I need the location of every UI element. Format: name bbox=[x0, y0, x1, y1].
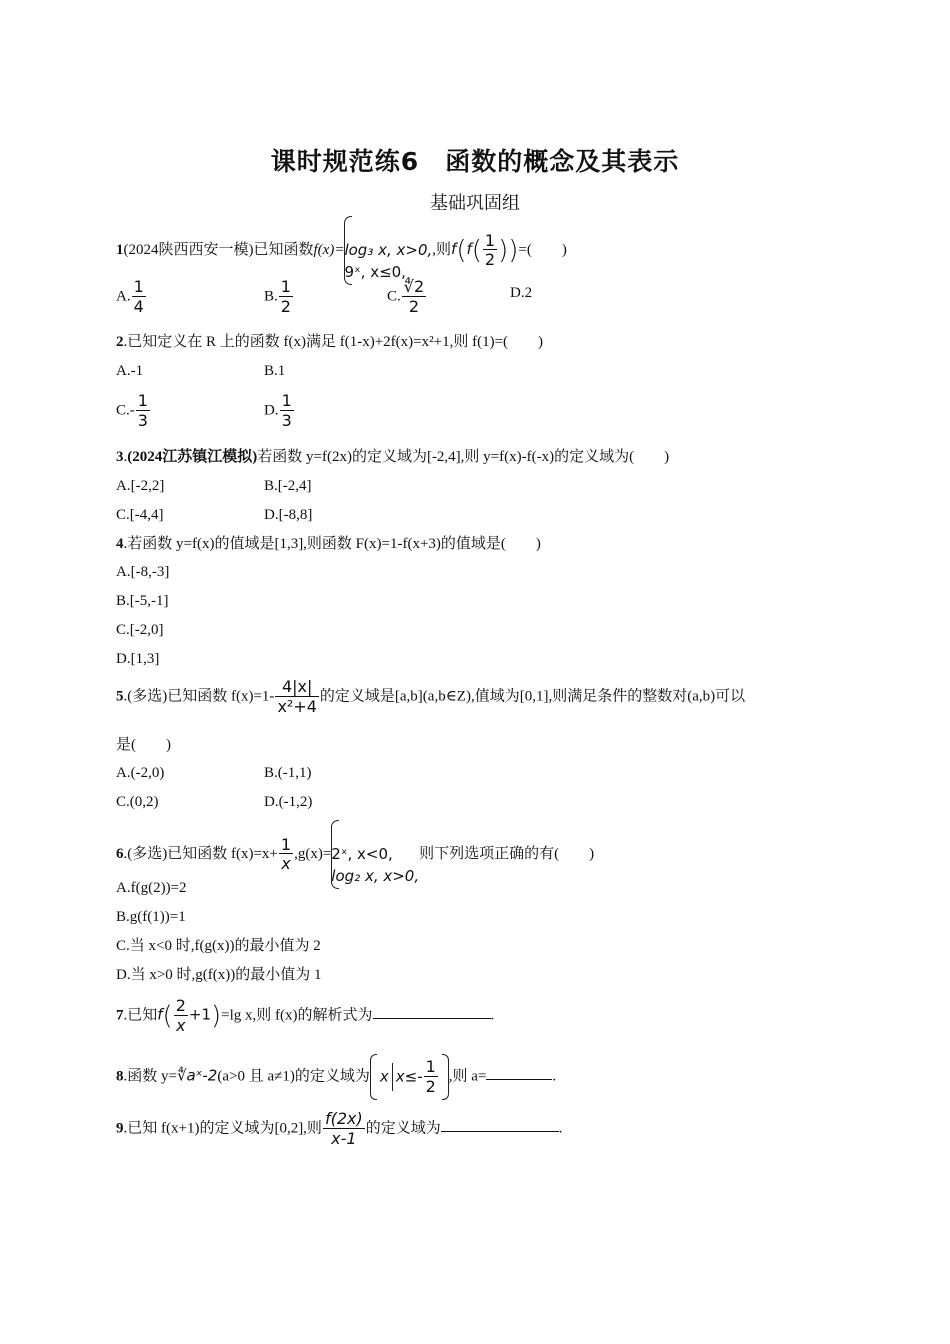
option-a: A.[-2,2] bbox=[116, 478, 165, 494]
outer-function: f bbox=[451, 240, 457, 259]
option-d: D.2 bbox=[510, 285, 533, 301]
fraction: $\frac{1}{2}$ bbox=[425, 1057, 436, 1096]
piecewise-case-2: log₂ x, x>0, bbox=[331, 866, 420, 885]
piecewise-function bbox=[344, 218, 432, 283]
question-number: 3 bbox=[116, 449, 124, 465]
piecewise-case-2: 9ˣ, x≤0, bbox=[344, 262, 406, 281]
fraction: $\frac{f(2x)}{x-1}$ bbox=[324, 1109, 363, 1148]
option-c: C.当 x<0 时,f(g(x))的最小值为 2 bbox=[116, 938, 321, 954]
question-number: 5 bbox=[116, 688, 124, 705]
question-text: 则下列选项正确的有( ) bbox=[419, 846, 595, 863]
page-title: 课时规范练6 函数的概念及其表示 bbox=[270, 147, 680, 176]
option-c: C.[-4,4] bbox=[116, 507, 164, 523]
answer-blank[interactable] bbox=[373, 1018, 491, 1019]
question-text: .已知 f(x+1)的定义域为[0,2],则 bbox=[123, 1120, 322, 1137]
question-5-cont: 是( ) bbox=[116, 737, 171, 753]
function-name: f(x)= bbox=[313, 242, 345, 259]
question-source: (2024陕西西安一模) bbox=[123, 242, 254, 259]
radical-expression: ∜aˣ-2 bbox=[176, 1066, 218, 1085]
question-source: (2024江苏镇江模拟) bbox=[127, 449, 258, 465]
fraction: $\frac{1}{3}$ bbox=[281, 391, 292, 430]
option-d: D.当 x>0 时,g(f(x))的最小值为 1 bbox=[116, 967, 322, 983]
question-number: 1 bbox=[116, 242, 124, 259]
option-c: C.(0,2) bbox=[116, 794, 159, 810]
fraction: $\frac{1}{4}$ bbox=[133, 277, 144, 316]
question-text: 已知函数 bbox=[253, 242, 314, 259]
option-d: D.[1,3] bbox=[116, 651, 160, 667]
option-a: A. $\frac{1}{4}$ bbox=[116, 277, 144, 316]
option-c: C.[-2,0] bbox=[116, 622, 164, 638]
option-b: B.1 bbox=[264, 363, 286, 379]
inner-function: f bbox=[466, 240, 472, 259]
outer-function: f bbox=[157, 1005, 163, 1024]
fraction: $\frac{∜2}{2}$ bbox=[403, 277, 425, 316]
answer-blank[interactable] bbox=[441, 1131, 559, 1132]
option-a: A.f(g(2))=2 bbox=[116, 880, 187, 896]
option-a: A.(-2,0) bbox=[116, 765, 165, 781]
question-2 bbox=[116, 335, 543, 350]
question-number: 2 bbox=[116, 334, 124, 350]
question-text: =lg x,则 f(x)的解析式为 bbox=[221, 1007, 373, 1024]
question-9: 9.已知 f(x+1)的定义域为[0,2],则 $\frac{f(2x)}{x-1}$ 的定义域为 . bbox=[116, 1109, 563, 1148]
fraction: $\frac{2}{x}$ bbox=[175, 996, 186, 1035]
question-text: .(多选)已知函数 f(x)=x+ bbox=[123, 846, 278, 863]
question-text: 若函数 y=f(2x)的定义域为[-2,4],则 y=f(x)-f(-x)的定义域为( ) bbox=[257, 449, 670, 465]
fraction: $\frac{4|x|}{\text{x²+4}}$ bbox=[277, 677, 317, 716]
question-6 bbox=[116, 822, 594, 887]
fraction: $\frac{1}{3}$ bbox=[137, 391, 148, 430]
answer-parens: =( ) bbox=[518, 242, 567, 259]
option-b: B.[-5,-1] bbox=[116, 593, 169, 609]
set-notation: x x≤- $\frac{1}{2}$ bbox=[370, 1058, 449, 1096]
question-text: (a>0 且 a≠1)的定义域为 bbox=[217, 1068, 370, 1085]
question-text: .(多选)已知函数 f(x)=1- bbox=[123, 688, 275, 705]
question-text: .已知 bbox=[123, 1007, 158, 1024]
section-heading: 基础巩固组 bbox=[430, 193, 520, 214]
question-3: 3.(2024江苏镇江模拟)若函数 y=f(2x)的定义域为[-2,4],则 y=f(x)-f(-x)的定义域为( ) bbox=[116, 449, 670, 465]
answer-blank[interactable] bbox=[486, 1079, 552, 1080]
option-b: B.[-2,4] bbox=[264, 478, 312, 494]
question-7: 7.已知f( $\frac{2}{x}$ +1)=lg x,则 f(x)的解析式为 . bbox=[116, 996, 495, 1035]
piecewise-case-1: log₃ x, x>0, bbox=[344, 240, 433, 259]
question-5 bbox=[116, 678, 745, 716]
question-8: 8.函数 y=∜aˣ-2(a>0 且 a≠1)的定义域为 x x≤- $\frac{1}{2}$ ,则 a= . bbox=[116, 1057, 557, 1096]
fraction: $\frac{1}{2}$ bbox=[484, 230, 496, 270]
piecewise-function bbox=[331, 822, 419, 887]
option-a: A.[-8,-3] bbox=[116, 564, 170, 580]
option-a: A.-1 bbox=[116, 363, 144, 379]
question-number: 9 bbox=[116, 1120, 124, 1137]
question-text: ,则 bbox=[432, 242, 452, 259]
question-text: .若函数 y=f(x)的值域是[1,3],则函数 F(x)=1-f(x+3)的值域是( ) bbox=[123, 536, 541, 552]
option-b: B. $\frac{1}{2}$ bbox=[264, 277, 291, 316]
option-b: B.g(f(1))=1 bbox=[116, 909, 186, 925]
option-c: C.- $\frac{1}{3}$ bbox=[116, 391, 148, 430]
question-number: 6 bbox=[116, 846, 124, 863]
piecewise-case-1: 2ˣ, x<0, bbox=[331, 844, 393, 863]
fraction: $\frac{1}{x}$ bbox=[280, 834, 292, 874]
option-d: D. $\frac{1}{3}$ bbox=[264, 391, 292, 430]
question-text: 的定义域是[a,b](a,b∈Z),值域为[0,1],则满足条件的整数对(a,b)可以 bbox=[319, 688, 746, 705]
option-b: B.(-1,1) bbox=[264, 765, 312, 781]
option-d: D.[-8,8] bbox=[264, 507, 313, 523]
question-number: 7 bbox=[116, 1007, 124, 1024]
fraction: $\frac{1}{2}$ bbox=[280, 277, 291, 316]
question-1: 1(2024陕西西安一模)已知函数f(x)= log₃ x, x>0, 9ˣ, x≤0, ,则f(f( $\frac{1}{2}$ ))=( ) bbox=[116, 218, 567, 283]
option-d: D.(-1,2) bbox=[264, 794, 313, 810]
option-c: C. $\frac{∜2}{2}$ bbox=[387, 277, 425, 316]
question-text: ,则 a= bbox=[448, 1068, 487, 1085]
question-text: .函数 y= bbox=[123, 1068, 177, 1085]
question-text: 的定义域为 bbox=[365, 1120, 441, 1137]
question-4 bbox=[116, 537, 541, 552]
question-text: .已知定义在 R 上的函数 f(x)满足 f(1-x)+2f(x)=x²+1,则 f(1)=( ) bbox=[123, 334, 544, 350]
question-number: 4 bbox=[116, 536, 124, 552]
question-number: 8 bbox=[116, 1068, 124, 1085]
question-text: ,g(x)= bbox=[294, 846, 332, 863]
